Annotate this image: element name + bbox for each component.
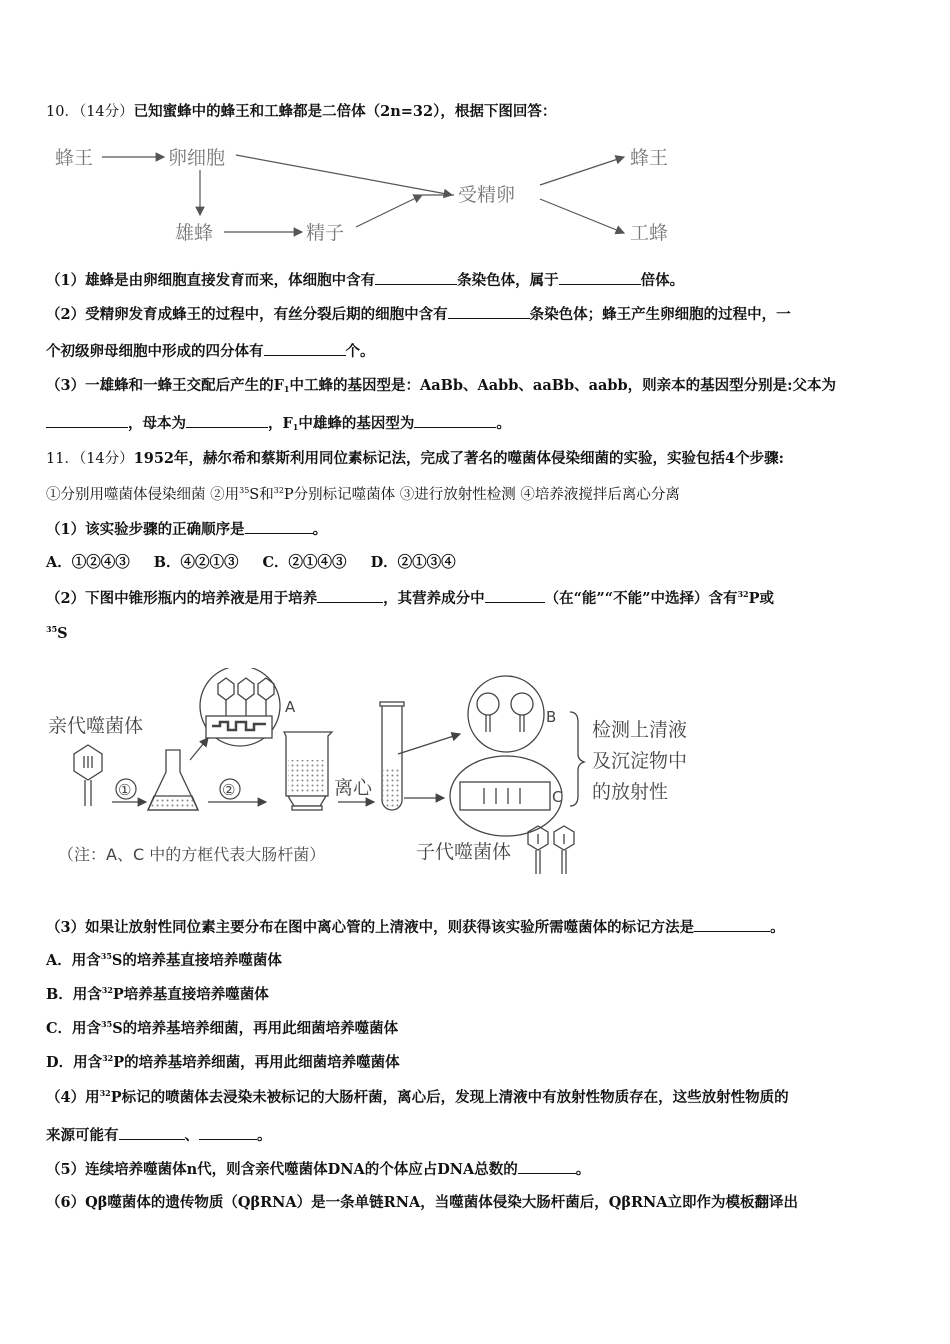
- subscript: 1: [283, 384, 290, 394]
- q11-part1: [46, 519, 327, 540]
- q11-p5-text-b: 。: [575, 1161, 591, 1178]
- answer-blank[interactable]: [46, 413, 128, 428]
- q11-part2-line1: [46, 588, 774, 609]
- centrifuge-tube-icon: [380, 702, 404, 810]
- q11-p1-end: 。: [312, 521, 328, 538]
- diagram-drone: 雄蜂: [175, 222, 214, 244]
- q11-p3-option-d[interactable]: [46, 1053, 400, 1073]
- parent-phage-icon: [74, 745, 102, 806]
- q11-p3-text: （3）如果让放射性同位素主要分布在图中离心管的上清液中，则获得该实验所需噬菌体的标记方法是: [46, 919, 695, 936]
- q11-p2-text-d: P或: [748, 590, 775, 607]
- q11-steps-text-a: ①分别用噬菌体侵染细菌 ②用: [46, 487, 240, 503]
- offspring-phage-icon: [528, 826, 574, 874]
- q11-part2-line2: [46, 624, 68, 644]
- q11-part1-options: [46, 553, 456, 573]
- q11-p5-text-a: （5）连续培养噬菌体n代，则含亲代噬菌体DNA的个体应占DNA总数的: [46, 1161, 518, 1178]
- answer-blank[interactable]: [414, 413, 496, 428]
- q11-p2-text-e: S: [57, 625, 68, 642]
- q11-p2-text-a: （2）下图中锥形瓶内的培养液是用于培养: [46, 590, 318, 607]
- fig-centrifuge-label: 离心: [334, 777, 373, 799]
- q11-p4-text-b: P标记的喷菌体去浸染未被标记的大肠杆菌，离心后，发现上清液中有放射性物质存在，这些放射性物质的: [110, 1089, 789, 1106]
- answer-blank[interactable]: [694, 917, 770, 932]
- option-text: P的培养基培养细菌，再用此细菌培养噬菌体: [113, 1054, 400, 1071]
- q10-part1: [46, 270, 684, 291]
- label-b: B: [546, 708, 557, 726]
- answer-blank[interactable]: [375, 270, 457, 285]
- q10-diagram: [40, 135, 700, 250]
- q10-p3-text-b: 中工蜂的基因型是：AaBb、Aabb、aaBb、aabb，则亲本的基因型分别是:父本为: [289, 377, 837, 394]
- q11-stem-text: 1952年，赫尔希和蔡斯利用同位素标记法，完成了著名的噬菌体侵染细菌的实验，实验包括4个步骤:: [133, 450, 784, 467]
- q10-part2-line2: [46, 341, 375, 362]
- option-text: P培养基直接培养噬菌体: [112, 986, 269, 1003]
- q11-number: 11．（14分）: [46, 451, 134, 467]
- q10-p3-text-d: ，F: [268, 415, 293, 432]
- answer-blank[interactable]: [199, 1125, 257, 1140]
- q11-p3-option-a[interactable]: [46, 951, 282, 971]
- answer-blank[interactable]: [264, 341, 346, 356]
- q11-figure: [40, 668, 720, 883]
- option-text: C．用含: [46, 1020, 102, 1037]
- answer-blank[interactable]: [119, 1125, 185, 1140]
- arrow-to-b: [398, 734, 460, 754]
- fig-note: （注：A、C 中的方框代表大肠杆菌）: [58, 845, 326, 864]
- fig-detect-line2: 及沉淀物中: [592, 750, 688, 772]
- q11-p3-option-b[interactable]: [46, 985, 269, 1005]
- fig-offspring-label: 子代噬菌体: [416, 841, 512, 863]
- answer-blank[interactable]: [485, 588, 545, 603]
- q10-stem: [46, 102, 556, 122]
- answer-blank[interactable]: [518, 1159, 576, 1174]
- option-text: B．用含: [46, 986, 102, 1003]
- arrow-zygote-worker: [540, 199, 624, 233]
- superscript: 35: [239, 486, 250, 495]
- fig-detect-line1: 检测上清液: [592, 719, 688, 741]
- q11-part3: [46, 917, 785, 938]
- label-a: A: [285, 698, 296, 716]
- step2-text: ②: [222, 781, 236, 799]
- answer-blank[interactable]: [245, 519, 313, 534]
- arrow-flask-bacteria: [190, 738, 208, 760]
- q10-number: 10．（14分）: [46, 104, 134, 120]
- subscript: 1: [292, 422, 299, 432]
- superscript: 32: [737, 589, 749, 599]
- q10-part2-line1: [46, 304, 791, 325]
- diagram-worker: 工蜂: [630, 222, 669, 244]
- q11-part6: [46, 1193, 798, 1213]
- fig-parent-label: 亲代噬菌体: [48, 715, 144, 737]
- fig-detect-line3: 的放射性: [592, 781, 669, 803]
- step1-label: [116, 779, 136, 799]
- option-text: D．用含: [46, 1054, 103, 1071]
- q11-steps-text-b: S和: [249, 487, 274, 503]
- arrow-egg-zygote: [236, 155, 452, 195]
- q10-p2-text-b: 条染色体；蜂王产生卵细胞的过程中，一: [529, 306, 791, 323]
- superscript: 32: [273, 486, 284, 495]
- supernatant-circle-b: [468, 676, 544, 752]
- q10-part3-line1: [46, 376, 836, 396]
- superscript: 35: [100, 951, 112, 961]
- diagram-queen: 蜂王: [55, 147, 94, 169]
- option-text: A．用含: [46, 952, 101, 969]
- q11-p4-text-e: 。: [257, 1127, 272, 1144]
- beaker-icon: [284, 732, 332, 810]
- diagram-queen-out: 蜂王: [630, 147, 669, 169]
- q10-p2-text-d: 个。: [345, 343, 375, 360]
- bacteria-circle-a: [200, 668, 280, 746]
- q11-p4-text-d: 、: [184, 1127, 199, 1144]
- q10-p1-text-b: 条染色体，属于: [457, 272, 559, 289]
- answer-blank[interactable]: [186, 413, 268, 428]
- q11-p3-end: 。: [770, 919, 785, 936]
- option-d[interactable]: D．②①③④: [370, 554, 456, 571]
- option-text: S的培养基培养细菌，再用此细菌培养噬菌体: [112, 1020, 399, 1037]
- q11-p2-text-c: （在“能”“不能”中选择）含有: [544, 590, 738, 607]
- superscript: 32: [101, 985, 113, 995]
- answer-blank[interactable]: [317, 588, 383, 603]
- superscript: 35: [46, 624, 58, 634]
- option-a[interactable]: A．①②④③: [46, 554, 130, 571]
- q11-p1-text: （1）该实验步骤的正确顺序是: [46, 521, 245, 538]
- q10-p3-text-c: ，母本为: [128, 415, 186, 432]
- q10-p2-text-a: （2）受精卵发育成蜂王的过程中，有丝分裂后期的细胞中含有: [46, 306, 448, 323]
- q11-part4-line1: [46, 1088, 789, 1108]
- q11-p3-option-c[interactable]: [46, 1019, 398, 1039]
- step2-label: [220, 779, 240, 799]
- q10-p3-text-a: （3）一雄蜂和一蜂王交配后产生的F: [46, 377, 284, 394]
- q10-part3-line2: [46, 413, 511, 434]
- q10-p2-text-c: 个初级卵母细胞中形成的四分体有: [46, 343, 264, 360]
- q11-part4-line2: [46, 1125, 272, 1146]
- arrow-zygote-queen: [540, 157, 624, 185]
- answer-blank[interactable]: [448, 304, 530, 319]
- superscript: 35: [101, 1019, 113, 1029]
- superscript: 32: [102, 1053, 114, 1063]
- q11-p4-text-c: 来源可能有: [46, 1127, 119, 1144]
- option-c[interactable]: C．②①④③: [262, 554, 347, 571]
- diagram-sperm: 精子: [306, 222, 345, 244]
- label-c: C: [552, 788, 563, 806]
- option-text: S的培养基直接培养噬菌体: [111, 952, 282, 969]
- superscript: 32: [99, 1088, 111, 1098]
- q10-stem-text: 已知蜜蜂中的蜂王和工蜂都是二倍体（2n=32），根据下图回答：: [133, 103, 557, 120]
- q11-steps-text-c: P分别标记噬菌体 ③进行放射性检测 ④培养液搅拌后离心分离: [283, 487, 680, 503]
- q11-steps: [46, 485, 680, 505]
- q11-stem: [46, 449, 784, 469]
- q10-p3-text-e: 中雄蜂的基因型为: [298, 415, 415, 432]
- diagram-zygote: 受精卵: [458, 184, 516, 206]
- q10-p1-text-c: 倍体。: [640, 272, 685, 289]
- q11-p4-text-a: （4）用: [46, 1089, 100, 1106]
- q10-p1-text-a: （1）雄蜂是由卵细胞直接发育而来，体细胞中含有: [46, 272, 376, 289]
- q11-p2-text-b: ，其营养成分中: [383, 590, 485, 607]
- bracket: [570, 712, 584, 806]
- q11-part5: [46, 1159, 590, 1180]
- diagram-egg: 卵细胞: [168, 147, 226, 169]
- option-b[interactable]: B．④②①③: [153, 554, 239, 571]
- answer-blank[interactable]: [559, 270, 641, 285]
- q11-p6-text: （6）Qβ噬菌体的遗传物质（QβRNA）是一条单链RNA，当噬菌体侵染大肠杆菌后，QβRNA立即作为模板翻译出: [46, 1194, 799, 1211]
- pellet-circle-c: [450, 756, 562, 836]
- step1-text: ①: [118, 781, 132, 799]
- q10-p3-text-f: 。: [496, 415, 511, 432]
- arrow-sperm-zygote: [356, 195, 422, 227]
